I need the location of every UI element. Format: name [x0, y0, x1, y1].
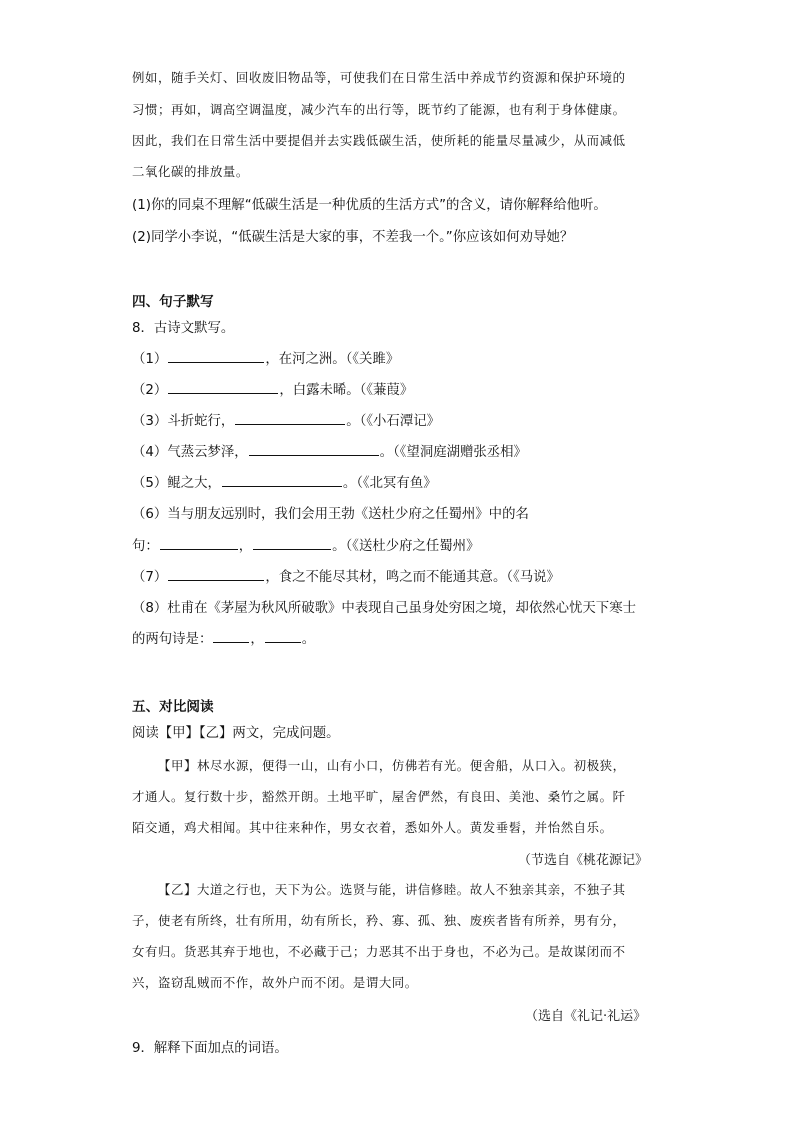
item-number: （3）	[132, 414, 168, 429]
item-text: 。（《望洞庭湖赠张丞相》	[379, 445, 527, 460]
passage-jia-source: （节选自《桃花源记》	[518, 853, 649, 868]
question-8-title: 8．古诗文默写。	[132, 321, 235, 336]
item-text: ，	[238, 539, 253, 554]
recitation-item-8-prompt: （8）杜甫在《茅屋为秋风所破歌》中表现自己虽身处穷困之境，却依然心忧天下寒士	[132, 601, 636, 616]
reading-intro: 阅读【甲】【乙】两文，完成问题。	[132, 726, 340, 741]
section-heading: 四、句子默写	[132, 294, 214, 310]
passage-yi-line: 子，使老有所终，壮有所用，幼有所长，矜、寡、孤、独、废疾者皆有所养，男有分，	[132, 913, 626, 928]
passage-yi-source: （选自《礼记·礼运》	[525, 1009, 647, 1024]
passage-yi-line: 女有归。货恶其弃于地也，不必藏于己；力恶其不出于身也，不必为己。是故谋闭而不	[132, 944, 626, 959]
recitation-item-6-prompt: （6）当与朋友远别时，我们会用王勃《送杜少府之任蜀州》中的名	[132, 507, 529, 522]
passage-jia-line: 才通人。复行数十步，豁然开朗。土地平旷，屋舍俨然，有良田、美池、桑竹之属。阡	[132, 789, 626, 804]
answer-blank[interactable]	[235, 412, 345, 425]
recitation-item-1	[132, 348, 399, 367]
item-text: 鲲之大，	[167, 476, 221, 491]
recitation-item-7	[132, 566, 560, 585]
question-9-title: 9．解释下面加点的词语。	[132, 1041, 288, 1056]
answer-blank[interactable]	[253, 537, 331, 550]
passage-line: 二氧化碳的排放量。	[132, 164, 249, 179]
answer-blank[interactable]	[168, 381, 278, 394]
passage-yi-line: 【乙】大道之行也，天下为公。选贤与能，讲信修睦。故人不独亲其亲，不独子其	[158, 882, 626, 897]
item-number: （2）	[132, 383, 168, 398]
answer-blank[interactable]	[168, 350, 264, 363]
recitation-item-8-answer	[132, 628, 315, 647]
passage-line: 习惯；再如，调高空调温度，减少汽车的出行等，既节约了能源，也有利于身体健康。	[132, 102, 626, 117]
answer-blank[interactable]	[213, 630, 249, 643]
item-text: 气蒸云梦泽，	[167, 445, 248, 460]
item-text: 。（《小石潭记》	[346, 414, 440, 429]
section-heading: 五、对比阅读	[132, 699, 214, 715]
item-text: ，食之不能尽其材，鸣之而不能通其意。（《马说》	[265, 570, 560, 585]
item-number: （1）	[132, 352, 168, 367]
recitation-item-2	[132, 379, 413, 398]
recitation-item-3	[132, 410, 440, 429]
item-text: 句：	[132, 539, 159, 554]
passage-line: 因此，我们在日常生活中要提倡并去实践低碳生活，使所耗的能量尽量减少，从而减低	[132, 133, 626, 148]
item-text: 。（《送杜少府之任蜀州》	[332, 539, 480, 554]
item-number: （4）	[132, 445, 168, 460]
item-number: （7）	[132, 570, 168, 585]
item-text: 斗折蛇行，	[167, 414, 235, 429]
answer-blank[interactable]	[249, 443, 379, 456]
item-text: 的两句诗是：	[132, 632, 213, 647]
item-text: ，	[250, 632, 264, 647]
answer-blank[interactable]	[222, 474, 342, 487]
recitation-item-5	[132, 472, 437, 491]
answer-blank[interactable]	[160, 537, 238, 550]
passage-jia-line: 【甲】林尽水源，便得一山，山有小口，仿佛若有光。便舍船，从口入。初极狭，	[158, 758, 626, 773]
answer-blank[interactable]	[265, 630, 301, 643]
passage-line: 例如，随手关灯、回收废旧物品等，可使我们在日常生活中养成节约资源和保护环境的	[132, 70, 626, 85]
passage-jia-line: 陌交通，鸡犬相闻。其中往来种作，男女衣着，悉如外人。黄发垂髫，并怡然自乐。	[132, 820, 613, 835]
recitation-item-4	[132, 441, 527, 460]
question-7-2: (2)同学小李说，“低碳生活是大家的事，不差我一个。”你应该如何劝导她？	[132, 230, 574, 245]
question-7-1: (1)你的同桌不理解“低碳生活是一种优质的生活方式”的含义，请你解释给他听。	[132, 198, 607, 213]
item-text: ，白露未晞。（《蒹葭》	[279, 383, 414, 398]
answer-blank[interactable]	[168, 568, 264, 581]
item-text: 。（《北冥有鱼》	[342, 476, 437, 491]
recitation-item-6-answer	[132, 535, 479, 554]
item-text: ，在河之洲。（《关雎》	[265, 352, 400, 367]
passage-yi-line: 兴，盗窃乱贼而不作，故外户而不闭。是谓大同。	[132, 975, 418, 990]
item-number: （5）	[132, 476, 168, 491]
item-text: 。	[301, 632, 316, 647]
